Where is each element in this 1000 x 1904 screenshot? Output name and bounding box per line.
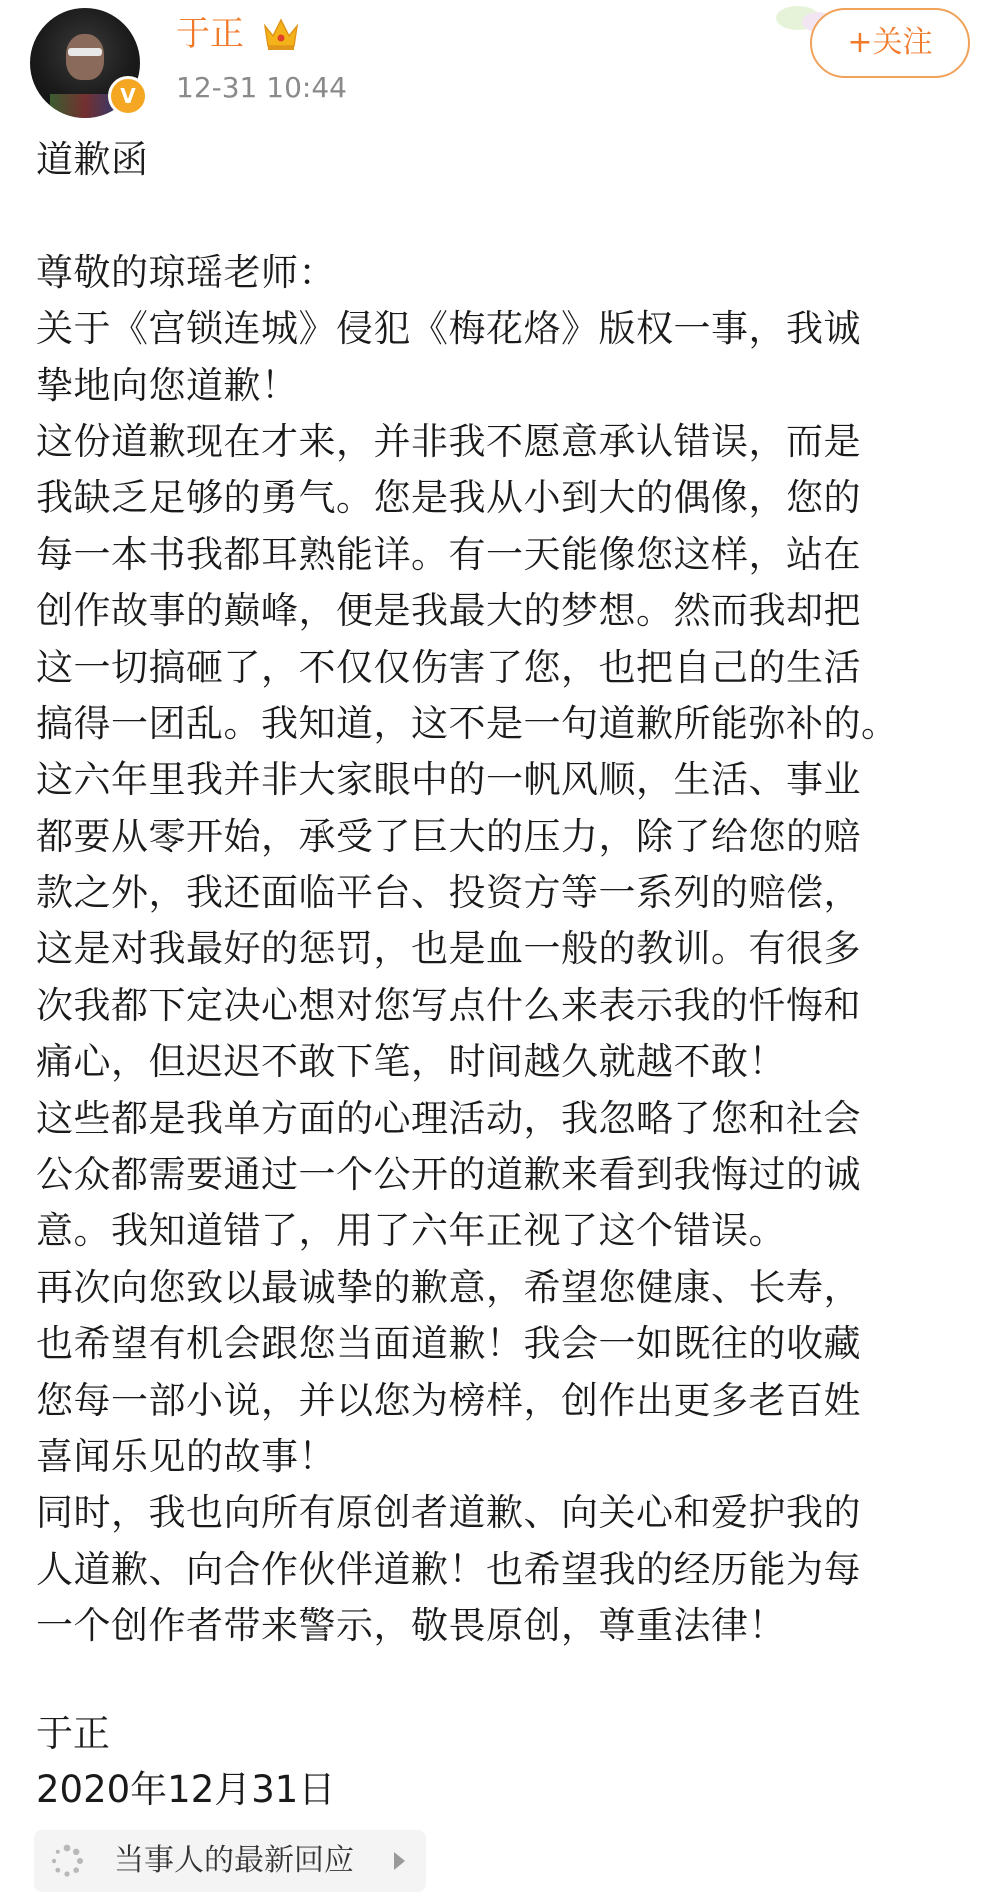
post-line: 公众都需要通过一个公开的道歉来看到我悔过的诚	[36, 1153, 861, 1197]
avatar-glasses	[68, 48, 102, 56]
post-line: 意。我知道错了，用了六年正视了这个错误。	[36, 1209, 786, 1253]
post-line: 这一切搞砸了，不仅仅伤害了您，也把自己的生活	[36, 645, 861, 689]
post-line: 道歉函	[36, 138, 149, 181]
post-body	[36, 132, 976, 1655]
post-line: 这六年里我并非大家眼中的一帆风顺，生活、事业	[36, 758, 861, 802]
post-time: 12-31 10:44	[176, 71, 347, 104]
related-response-label: 当事人的最新回应	[114, 1843, 354, 1878]
post-line: 也希望有机会跟您当面道歉！我会一如既往的收藏	[36, 1322, 861, 1366]
post-line: 关于《宫锁连城》侵犯《梅花烙》版权一事，我诚	[36, 307, 861, 351]
post-line: 创作故事的巅峰，便是我最大的梦想。然而我却把	[36, 589, 861, 633]
signature-name: 于正	[36, 1712, 110, 1755]
avatar-face	[66, 34, 104, 80]
related-response-button[interactable]	[34, 1830, 426, 1892]
post-line: 都要从零开始，承受了巨大的压力，除了给您的赔	[36, 814, 861, 858]
post-line: 再次向您致以最诚挚的歉意，希望您健康、长寿，	[36, 1265, 861, 1309]
loading-spinner-icon	[48, 1842, 86, 1880]
post-line: 挚地向您道歉！	[36, 363, 299, 407]
post-line: 这些都是我单方面的心理活动，我忽略了您和社会	[36, 1096, 861, 1140]
signature-date: 2020年12月31日	[36, 1768, 336, 1811]
post-line: 尊敬的琼瑶老师：	[36, 250, 336, 294]
post-header	[0, 0, 1000, 120]
post-line: 款之外，我还面临平台、投资方等一系列的赔偿，	[36, 871, 861, 915]
chevron-right-icon	[394, 1852, 405, 1870]
post-line: 这是对我最好的惩罚，也是血一般的教训。有很多	[36, 927, 861, 971]
follow-button[interactable]: +关注	[810, 8, 970, 78]
post-line: 每一本书我都耳熟能详。有一天能像您这样，站在	[36, 532, 861, 576]
user-name[interactable]: 于正	[176, 14, 244, 54]
verified-badge-icon: V	[108, 76, 148, 116]
crown-icon	[262, 16, 300, 52]
post-line: 您每一部小说，并以您为榜样，创作出更多老百姓	[36, 1378, 861, 1422]
post-line: 喜闻乐见的故事！	[36, 1434, 336, 1478]
post-line: 我缺乏足够的勇气。您是我从小到大的偶像，您的	[36, 476, 861, 520]
post-line: 次我都下定决心想对您写点什么来表示我的忏悔和	[36, 983, 861, 1027]
post-line: 同时，我也向所有原创者道歉、向关心和爱护我的	[36, 1491, 861, 1535]
post-line: 一个创作者带来警示，敬畏原创，尊重法律！	[36, 1604, 786, 1648]
post-line: 痛心，但迟迟不敢下笔，时间越久就越不敢！	[36, 1040, 786, 1084]
post-line: 这份道歉现在才来，并非我不愿意承认错误，而是	[36, 419, 861, 463]
post-line: 人道歉、向合作伙伴道歉！也希望我的经历能为每	[36, 1547, 861, 1591]
blank-line	[36, 188, 976, 244]
signature	[36, 1706, 335, 1818]
post-line: 搞得一团乱。我知道，这不是一句道歉所能弥补的。	[36, 701, 899, 745]
